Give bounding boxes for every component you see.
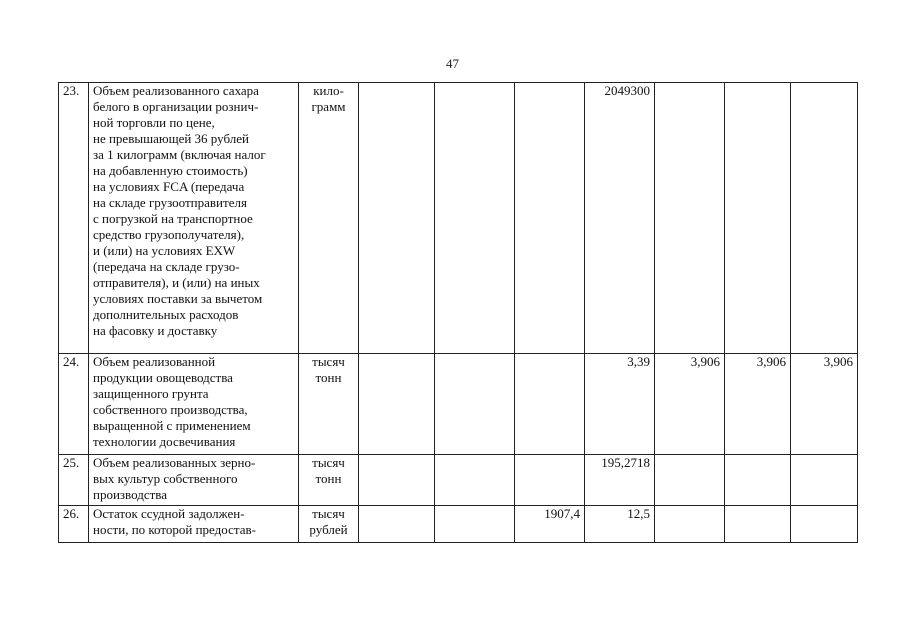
row-number: 25.: [59, 455, 89, 506]
value-cell: [359, 455, 435, 506]
row-number: 26.: [59, 506, 89, 543]
value-cell: [515, 354, 585, 455]
value-cell: [359, 83, 435, 354]
value-cell: 2049300: [585, 83, 655, 354]
value-cell: [359, 354, 435, 455]
indicator-name: Остаток ссудной задолжен- ности, по которой предостав-: [89, 506, 299, 543]
value-cell: [791, 455, 858, 506]
value-cell: [655, 83, 725, 354]
value-cell: [435, 83, 515, 354]
table-row: [59, 83, 858, 354]
value-cell: 1907,4: [515, 506, 585, 543]
value-cell: [791, 506, 858, 543]
value-cell: [435, 455, 515, 506]
table-row: [59, 354, 858, 455]
value-cell: [655, 506, 725, 543]
row-number: 24.: [59, 354, 89, 455]
value-cell: [725, 506, 791, 543]
value-cell: [725, 83, 791, 354]
unit-cell: тысяч тонн: [299, 354, 359, 455]
row-number: 23.: [59, 83, 89, 354]
page-number: 47: [446, 56, 459, 71]
unit-cell: тысяч рублей: [299, 506, 359, 543]
indicator-name: Объем реализованных зерно- вых культур собственного производства: [89, 455, 299, 506]
table-row: [59, 506, 858, 543]
value-cell: [359, 506, 435, 543]
value-cell: [515, 83, 585, 354]
value-cell: 12,5: [585, 506, 655, 543]
value-cell: [791, 83, 858, 354]
value-cell: 3,906: [725, 354, 791, 455]
value-cell: 3,39: [585, 354, 655, 455]
unit-cell: кило- грамм: [299, 83, 359, 354]
indicator-name: Объем реализованного сахара белого в организации рознич- ной торговли по цене, не превышающей 36 рублей за 1 килограмм (включая налог на добавленную стоимость) на условиях FCA (передача на складе грузоотправителя с погрузкой на транспортное средство грузополучателя), и (или) на условиях EXW (передача на складе грузо- отправителя), и (или) на иных условиях поставки за вычетом дополнительных расходов на фасовку и доставку: [89, 83, 299, 354]
value-cell: 3,906: [791, 354, 858, 455]
value-cell: [515, 455, 585, 506]
value-cell: [725, 455, 791, 506]
unit-cell: тысяч тонн: [299, 455, 359, 506]
value-cell: [655, 455, 725, 506]
value-cell: 195,2718: [585, 455, 655, 506]
value-cell: 3,906: [655, 354, 725, 455]
value-cell: [435, 354, 515, 455]
indicator-table: [58, 82, 858, 543]
indicator-name: Объем реализованной продукции овощеводства защищенного грунта собственного производства, выращенной с применением технологии досвечивания: [89, 354, 299, 455]
table-row: [59, 455, 858, 506]
value-cell: [435, 506, 515, 543]
